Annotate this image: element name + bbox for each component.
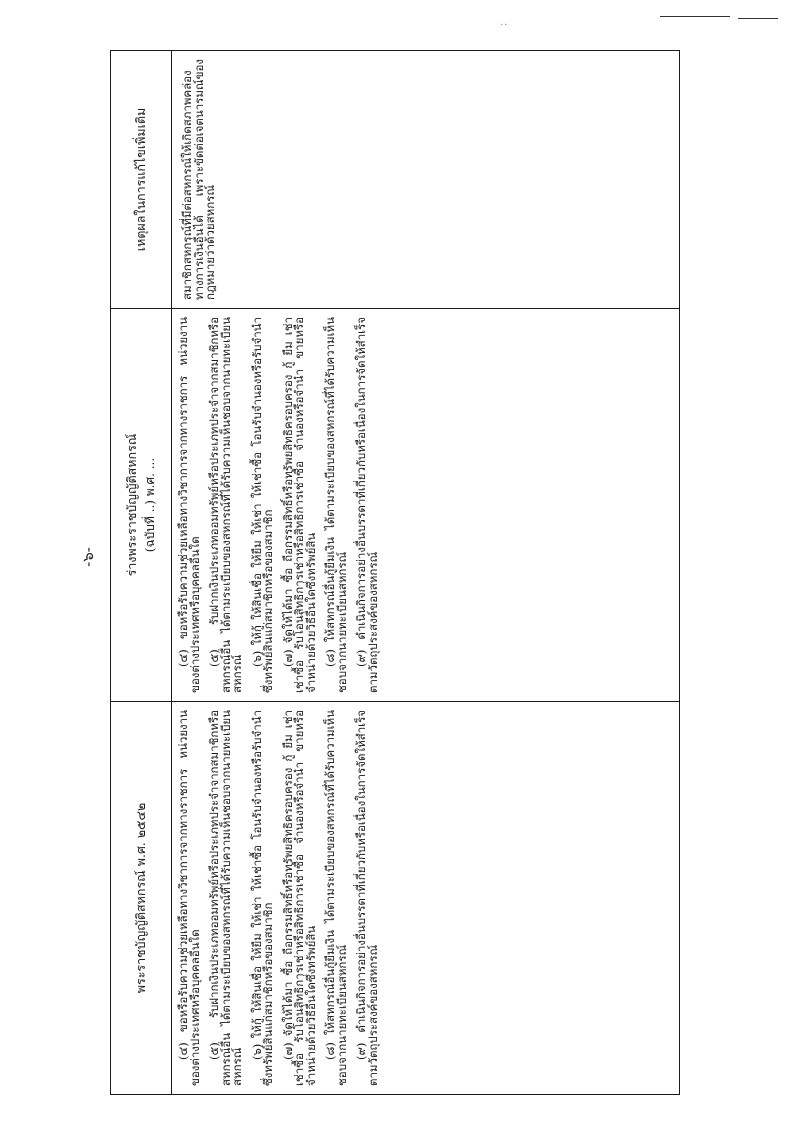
header-draft-act-label: ร่างพระราชบัญญัติสหกรณ์ [124, 433, 140, 577]
scan-marks [660, 14, 780, 24]
current-act-clause-5: (๕) รับฝากเงินประเภทออมทรัพย์หรือประเภทประจำจากสมาชิกหรือสหกรณ์อื่น ได้ตามระเบียบของสหกรณ์ที่ได้รับความเห็นชอบจากนายทะเบียนสหกรณ์ [207, 710, 244, 1086]
reason-text: สมาชิกสหกรณ์ที่มีต่อสหกรณ์ให้เกิดสภาพคล่องทางการเงินอื่นได้ เพราะขัดต่อเจตนารมณ์ของกฎหมายว่าด้วยสหกรณ์ [180, 59, 217, 300]
current-act-clause-7: (๗) จัดให้ได้มา ซื้อ ถือกรรมสิทธิ์หรือทรัพยสิทธิครอบครอง กู้ ยืม เช่า เช่าซื้อ รับโอนสิทธิการเช่าหรือสิทธิการเช่าซื้อ จำนองหรือจำนำ ขายหรือจำหน่ายด้วยวิธีอื่นใดซึ่งทรัพย์สิน [280, 710, 318, 1086]
header-draft-act [111, 309, 172, 702]
reason-cell [172, 51, 680, 309]
current-act-clause-8: (๘) ให้สหกรณ์อื่นกู้ยืมเงิน ได้ตามระเบียบของสหกรณ์ที่ได้รับความเห็นชอบจากนายทะเบียนสหกรณ์ [323, 710, 349, 1086]
header-current-act [111, 702, 172, 1095]
draft-act-cell [172, 309, 680, 702]
scan-speck: · · [500, 20, 508, 31]
table-row [172, 51, 680, 1095]
current-act-clause-9: (๙) ดำเนินกิจการอย่างอื่นบรรดาที่เกี่ยวกับหรือเนื่องในการจัดให้สำเร็จตามวัตถุประสงค์ของสหกรณ์ [354, 710, 380, 1086]
draft-act-clause-4: (๔) ขอหรือรับความช่วยเหลือทางวิชาการจากทางราชการ หน่วยงานของต่างประเทศหรือบุคคลอื่นใด [176, 317, 202, 693]
current-act-cell [172, 702, 680, 1095]
comparison-sheet [110, 60, 680, 1095]
rotated-table-wrapper [110, 60, 680, 1095]
current-act-clause-6: (๖) ให้กู้ ให้สินเชื่อ ให้ยืม ให้เช่า ให้เช่าซื้อ โอนรับจำนองหรือรับจำนำ ซึ่งทรัพย์สินแก่สมาชิกหรือของสมาชิก [249, 710, 275, 1086]
current-act-clause-4: (๔) ขอหรือรับความช่วยเหลือทางวิชาการจากทางราชการ หน่วยงานของต่างประเทศหรือบุคคลอื่นใด [176, 710, 202, 1086]
draft-act-clause-6: (๖) ให้กู้ ให้สินเชื่อ ให้ยืม ให้เช่า ให้เช่าซื้อ โอนรับจำนองหรือรับจำนำ ซึ่งทรัพย์สินแก่สมาชิกหรือของสมาชิก [249, 317, 275, 693]
header-reason [111, 51, 172, 309]
header-draft-act-sub: (ฉบับที่ ..) พ.ศ. ... [142, 457, 157, 553]
draft-act-clause-9: (๙) ดำเนินกิจการอย่างอื่นบรรดาที่เกี่ยวกับหรือเนื่องในการจัดให้สำเร็จตามวัตถุประสงค์ของสหกรณ์ [354, 317, 380, 693]
header-current-act-label: พระราชบัญญัติสหกรณ์ พ.ศ. ๒๕๔๒ [132, 802, 148, 994]
comparison-table [110, 50, 680, 1095]
draft-act-clause-8: (๘) ให้สหกรณ์อื่นกู้ยืมเงิน ได้ตามระเบียบของสหกรณ์ที่ได้รับความเห็นชอบจากนายทะเบียนสหกรณ์ [323, 317, 349, 693]
header-reason-label: เหตุผลในการแก้ไขเพิ่มเติม [132, 107, 148, 252]
draft-act-clause-7: (๗) จัดให้ได้มา ซื้อ ถือกรรมสิทธิ์หรือทรัพยสิทธิครอบครอง กู้ ยืม เช่า เช่าซื้อ รับโอนสิทธิการเช่าหรือสิทธิการเช่าซื้อ จำนองหรือจำนำ ขายหรือจำหน่ายด้วยวิธีอื่นใดซึ่งทรัพย์สิน [280, 317, 318, 693]
table-header-row [111, 51, 172, 1095]
page-number: -๖- [78, 547, 97, 567]
draft-act-clause-5: (๕) รับฝากเงินประเภทออมทรัพย์หรือประเภทประจำจากสมาชิกหรือสหกรณ์อื่น ได้ตามระเบียบของสหกรณ์ที่ได้รับความเห็นชอบจากนายทะเบียนสหกรณ์ [207, 317, 244, 693]
